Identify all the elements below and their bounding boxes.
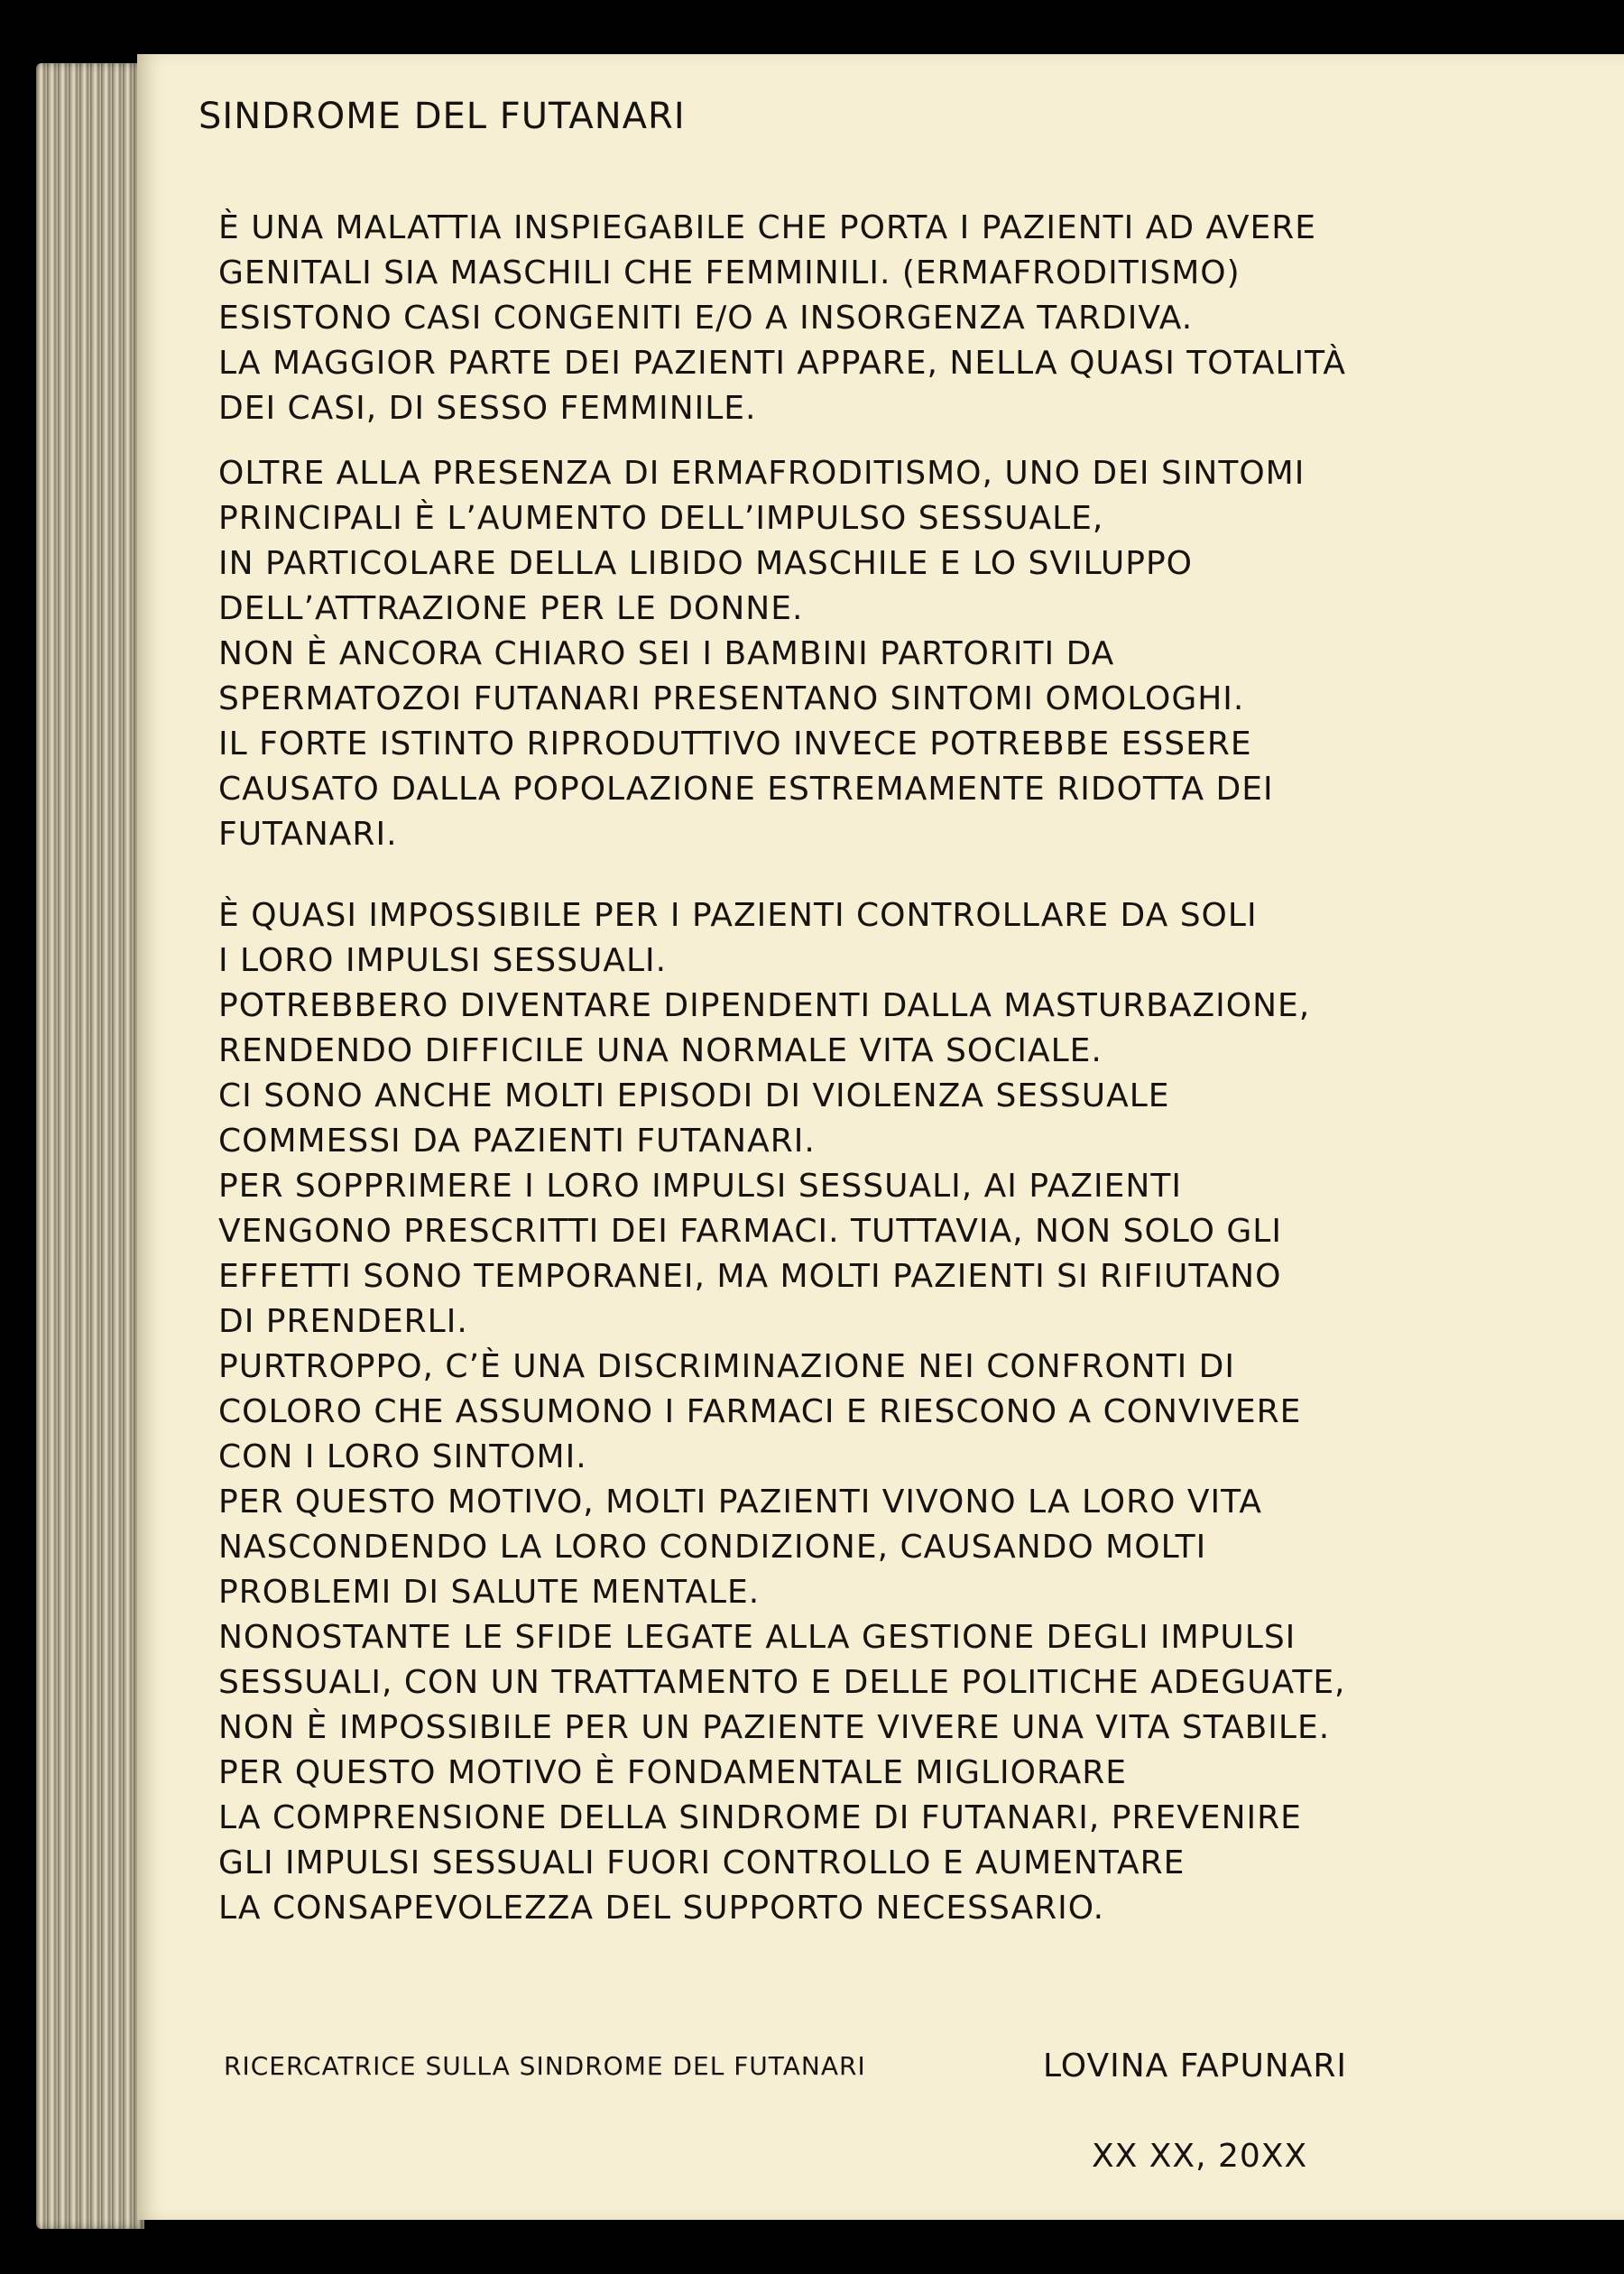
text-line: IN PARTICOLARE DELLA LIBIDO MASCHILE E LO SVILUPPO xyxy=(218,545,1193,582)
page-edges xyxy=(36,63,144,2229)
text-line: COMMESSI DA PAZIENTI FUTANARI. xyxy=(218,1123,816,1160)
page-title: SINDROME DEL FUTANARI xyxy=(198,96,686,137)
document-body xyxy=(218,206,1608,1931)
text-line: EFFETTI SONO TEMPORANEI, MA MOLTI PAZIENTI SI RIFIUTANO xyxy=(218,1258,1282,1295)
text-line: IL FORTE ISTINTO RIPRODUTTIVO INVECE POTREBBE ESSERE xyxy=(218,726,1252,763)
text-line: PER QUESTO MOTIVO È FONDAMENTALE MIGLIORARE xyxy=(218,1754,1127,1791)
text-line: LA COMPRENSIONE DELLA SINDROME DI FUTANARI, PREVENIRE xyxy=(218,1799,1302,1836)
text-line: PER QUESTO MOTIVO, MOLTI PAZIENTI VIVONO LA LORO VITA xyxy=(218,1484,1262,1521)
text-line: DELL’ATTRAZIONE PER LE DONNE. xyxy=(218,590,804,627)
text-line: RENDENDO DIFFICILE UNA NORMALE VITA SOCIALE. xyxy=(218,1032,1103,1069)
text-line: LA MAGGIOR PARTE DEI PAZIENTI APPARE, NELLA QUASI TOTALITÀ xyxy=(218,345,1346,382)
text-line: GLI IMPULSI SESSUALI FUORI CONTROLLO E AUMENTARE xyxy=(218,1844,1186,1881)
text-line: PER SOPPRIMERE I LORO IMPULSI SESSUALI, AI PAZIENTI xyxy=(218,1168,1182,1205)
text-line: È QUASI IMPOSSIBILE PER I PAZIENTI CONTROLLARE DA SOLI xyxy=(218,897,1258,934)
text-line: PROBLEMI DI SALUTE MENTALE. xyxy=(218,1574,761,1611)
text-line: DI PRENDERLI. xyxy=(218,1303,468,1340)
text-line: ESISTONO CASI CONGENITI E/O A INSORGENZA TARDIVA. xyxy=(218,300,1194,337)
text-line: OLTRE ALLA PRESENZA DI ERMAFRODITISMO, UNO DEI SINTOMI xyxy=(218,455,1306,492)
text-line: SPERMATOZOI FUTANARI PRESENTANO SINTOMI OMOLOGHI. xyxy=(218,680,1245,717)
text-line: COLORO CHE ASSUMONO I FARMACI E RIESCONO A CONVIVERE xyxy=(218,1393,1302,1430)
text-line: LA CONSAPEVOLEZZA DEL SUPPORTO NECESSARIO. xyxy=(218,1890,1105,1927)
text-line: NON È IMPOSSIBILE PER UN PAZIENTE VIVERE UNA VITA STABILE. xyxy=(218,1709,1331,1746)
signature-role: RICERCATRICE SULLA SINDROME DEL FUTANARI xyxy=(224,2051,866,2081)
signature-name: LOVINA FAPUNARI xyxy=(1043,2048,1347,2084)
text-line: DEI CASI, DI SESSO FEMMINILE. xyxy=(218,390,757,427)
text-line: PURTROPPO, C’È UNA DISCRIMINAZIONE NEI CONFRONTI DI xyxy=(218,1348,1235,1385)
text-line: CON I LORO SINTOMI. xyxy=(218,1438,587,1475)
text-line: GENITALI SIA MASCHILI CHE FEMMINILI. (ERMAFRODITISMO) xyxy=(218,254,1241,291)
text-line: CAUSATO DALLA POPOLAZIONE ESTREMAMENTE RIDOTTA DEI xyxy=(218,771,1274,808)
paragraph-1 xyxy=(218,206,1608,431)
signature-date: XX XX, 20XX xyxy=(1092,2138,1308,2175)
text-line: POTREBBERO DIVENTARE DIPENDENTI DALLA MASTURBAZIONE, xyxy=(218,987,1311,1024)
text-line: SESSUALI, CON UN TRATTAMENTO E DELLE POLITICHE ADEGUATE, xyxy=(218,1664,1346,1701)
text-line: NASCONDENDO LA LORO CONDIZIONE, CAUSANDO MOLTI xyxy=(218,1529,1207,1566)
paragraph-3 xyxy=(218,893,1608,1931)
paragraph-2 xyxy=(218,451,1608,857)
text-line: VENGONO PRESCRITTI DEI FARMACI. TUTTAVIA, NON SOLO GLI xyxy=(218,1213,1282,1250)
book-page xyxy=(137,54,1624,2220)
text-line: I LORO IMPULSI SESSUALI. xyxy=(218,942,668,979)
text-line: PRINCIPALI È L’AUMENTO DELL’IMPULSO SESSUALE, xyxy=(218,500,1104,537)
text-line: NONOSTANTE LE SFIDE LEGATE ALLA GESTIONE DEGLI IMPULSI xyxy=(218,1619,1296,1656)
text-line: NON È ANCORA CHIARO SEI I BAMBINI PARTORITI DA xyxy=(218,635,1115,672)
text-line: CI SONO ANCHE MOLTI EPISODI DI VIOLENZA SESSUALE xyxy=(218,1077,1170,1114)
text-line: FUTANARI. xyxy=(218,816,398,853)
text-line: È UNA MALATTIA INSPIEGABILE CHE PORTA I PAZIENTI AD AVERE xyxy=(218,209,1316,246)
